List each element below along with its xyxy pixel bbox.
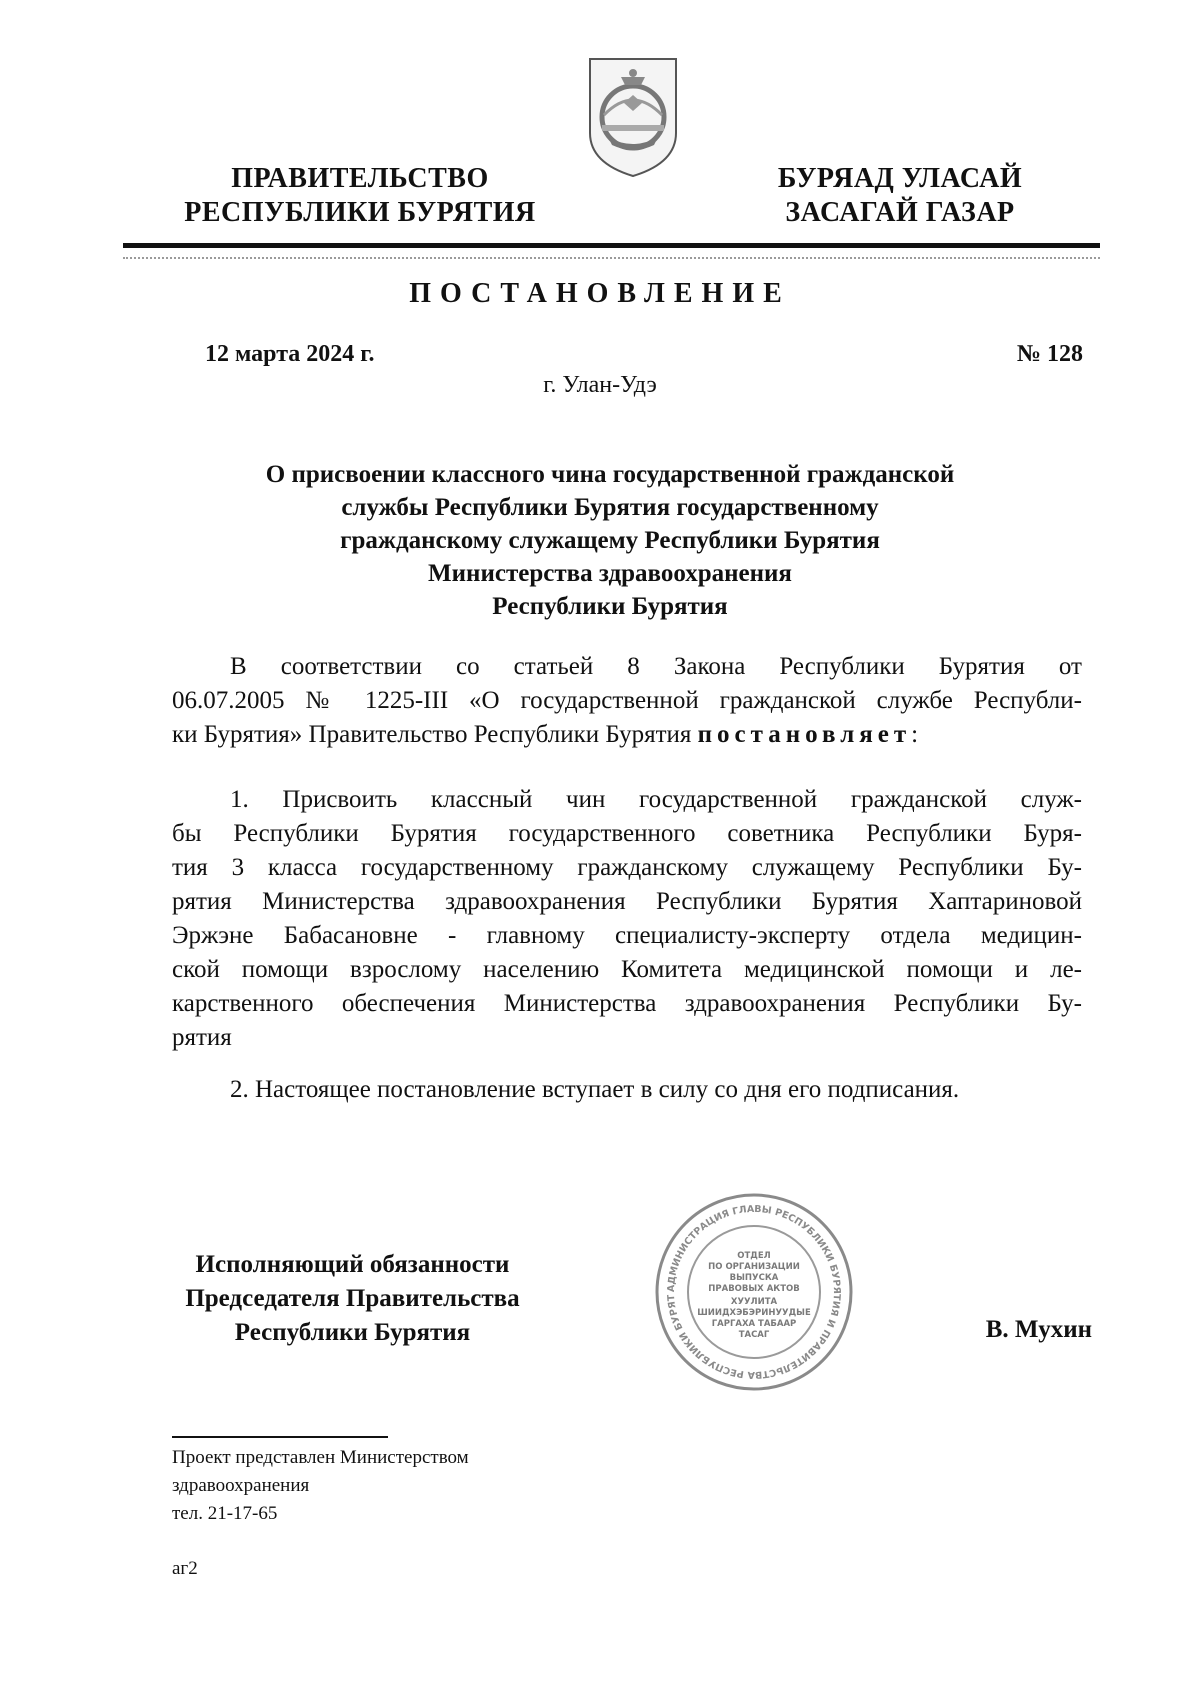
official-seal — [654, 1192, 854, 1392]
footer-note — [172, 1444, 469, 1528]
preamble-line: 06.07.2005 № 1225-III «О государственной гражданской службе Республи- — [172, 687, 1082, 714]
item1-line: рятия Министерства здравоохранения Республики Бурятия Хаптариновой — [172, 888, 1082, 915]
item-2-paragraph — [172, 1073, 1082, 1107]
header-right-line1: БУРЯАД УЛАСАЙ — [777, 163, 1023, 194]
position-line: Председателя Правительства — [185, 1285, 520, 1312]
item1-line: ской помощи взрослому населению Комитета медицинской помощи и ле- — [172, 956, 1082, 983]
seal-ring-text: АДМИНИСТРАЦИЯ ГЛАВЫ РЕСПУБЛИКИ БУРЯТИЯ И ПРАВИТЕЛЬСТВА РЕСПУБЛИКИ БУРЯТ — [665, 1203, 843, 1381]
preamble-line — [172, 718, 1082, 752]
item1-line: тия 3 класса государственному гражданскому служащему Республики Бу- — [172, 854, 1082, 881]
header-left-line1: ПРАВИТЕЛЬСТВО — [231, 163, 489, 194]
document-date: 12 марта 2024 г. — [205, 341, 375, 367]
coat-of-arms-emblem — [584, 55, 682, 180]
seal-text: ПО ОРГАНИЗАЦИИ — [708, 1262, 800, 1272]
item1-line: бы Республики Бурятия государственного советника Республики Буря- — [172, 820, 1082, 847]
position-line: Республики Бурятия — [234, 1319, 471, 1346]
title-line: О присвоении классного чина государственной гражданской — [265, 461, 955, 488]
preamble-line: В соответствии со статьей 8 Закона Республики Бурятия от — [230, 653, 1082, 680]
item1-line: 1. Присвоить классный чин государственной гражданской служ- — [230, 786, 1082, 813]
document-number: № 128 — [1016, 341, 1083, 367]
seal-stamp-icon — [654, 1192, 854, 1392]
seal-text: ГАРГАХА ТАБААР — [711, 1319, 797, 1329]
seal-text: ВЫПУСКА — [729, 1273, 779, 1283]
preamble-line3-end: : — [911, 721, 919, 748]
footer-line: тел. 21-17-65 — [172, 1503, 278, 1524]
item-1-paragraph — [172, 783, 1082, 1055]
header-right-line2: ЗАСАГАЙ ГАЗАР — [785, 197, 1015, 228]
signatory-name: В. Мухин — [985, 1316, 1092, 1343]
title-line: гражданскому служащему Республики Бурятия — [340, 527, 880, 554]
header-left — [160, 162, 560, 230]
title-line: Министерства здравоохранения — [428, 560, 792, 587]
header-right — [735, 162, 1065, 230]
document-code: аг2 — [172, 1558, 198, 1579]
item1-line: карственного обеспечения Министерства здравоохранения Республики Бу- — [172, 990, 1082, 1017]
document-title — [140, 458, 1080, 623]
preamble-line3-text: ки Бурятия» Правительство Республики Бурятия — [172, 721, 698, 748]
signatory-position — [155, 1248, 550, 1350]
footer-divider — [172, 1436, 388, 1438]
decree-word: постановляет — [697, 721, 912, 748]
header-left-line2: РЕСПУБЛИКИ БУРЯТИЯ — [184, 197, 536, 228]
footer-line: здравоохранения — [172, 1475, 310, 1496]
seal-text: ПРАВОВЫХ АКТОВ — [708, 1284, 800, 1294]
document-type: ПОСТАНОВЛЕНИЕ — [409, 278, 791, 309]
header-divider-dotted — [123, 257, 1100, 259]
item2-line: 2. Настоящее постановление вступает в силу со дня его подписания. — [230, 1076, 960, 1103]
preamble-paragraph — [172, 650, 1082, 752]
title-line: Республики Бурятия — [492, 593, 728, 620]
seal-text: ШИИДХЭБЭРИНУУДЫЕ — [697, 1308, 811, 1318]
item1-line: Эржэне Бабасановне - главному специалисту-эксперту отдела медицин- — [172, 922, 1082, 949]
seal-text: ОТДЕЛ — [737, 1251, 771, 1261]
footer-line: Проект представлен Министерством — [172, 1447, 469, 1468]
position-line: Исполняющий обязанности — [195, 1251, 510, 1278]
item1-line: рятия — [172, 1024, 232, 1051]
seal-text: ТАСАГ — [738, 1330, 770, 1340]
document-city: г. Улан-Удэ — [543, 372, 657, 398]
title-line: службы Республики Бурятия государственному — [341, 494, 879, 521]
seal-text: ХУУЛИТА — [730, 1297, 778, 1307]
header-divider-thick — [123, 243, 1100, 248]
coat-of-arms-icon — [584, 55, 682, 180]
